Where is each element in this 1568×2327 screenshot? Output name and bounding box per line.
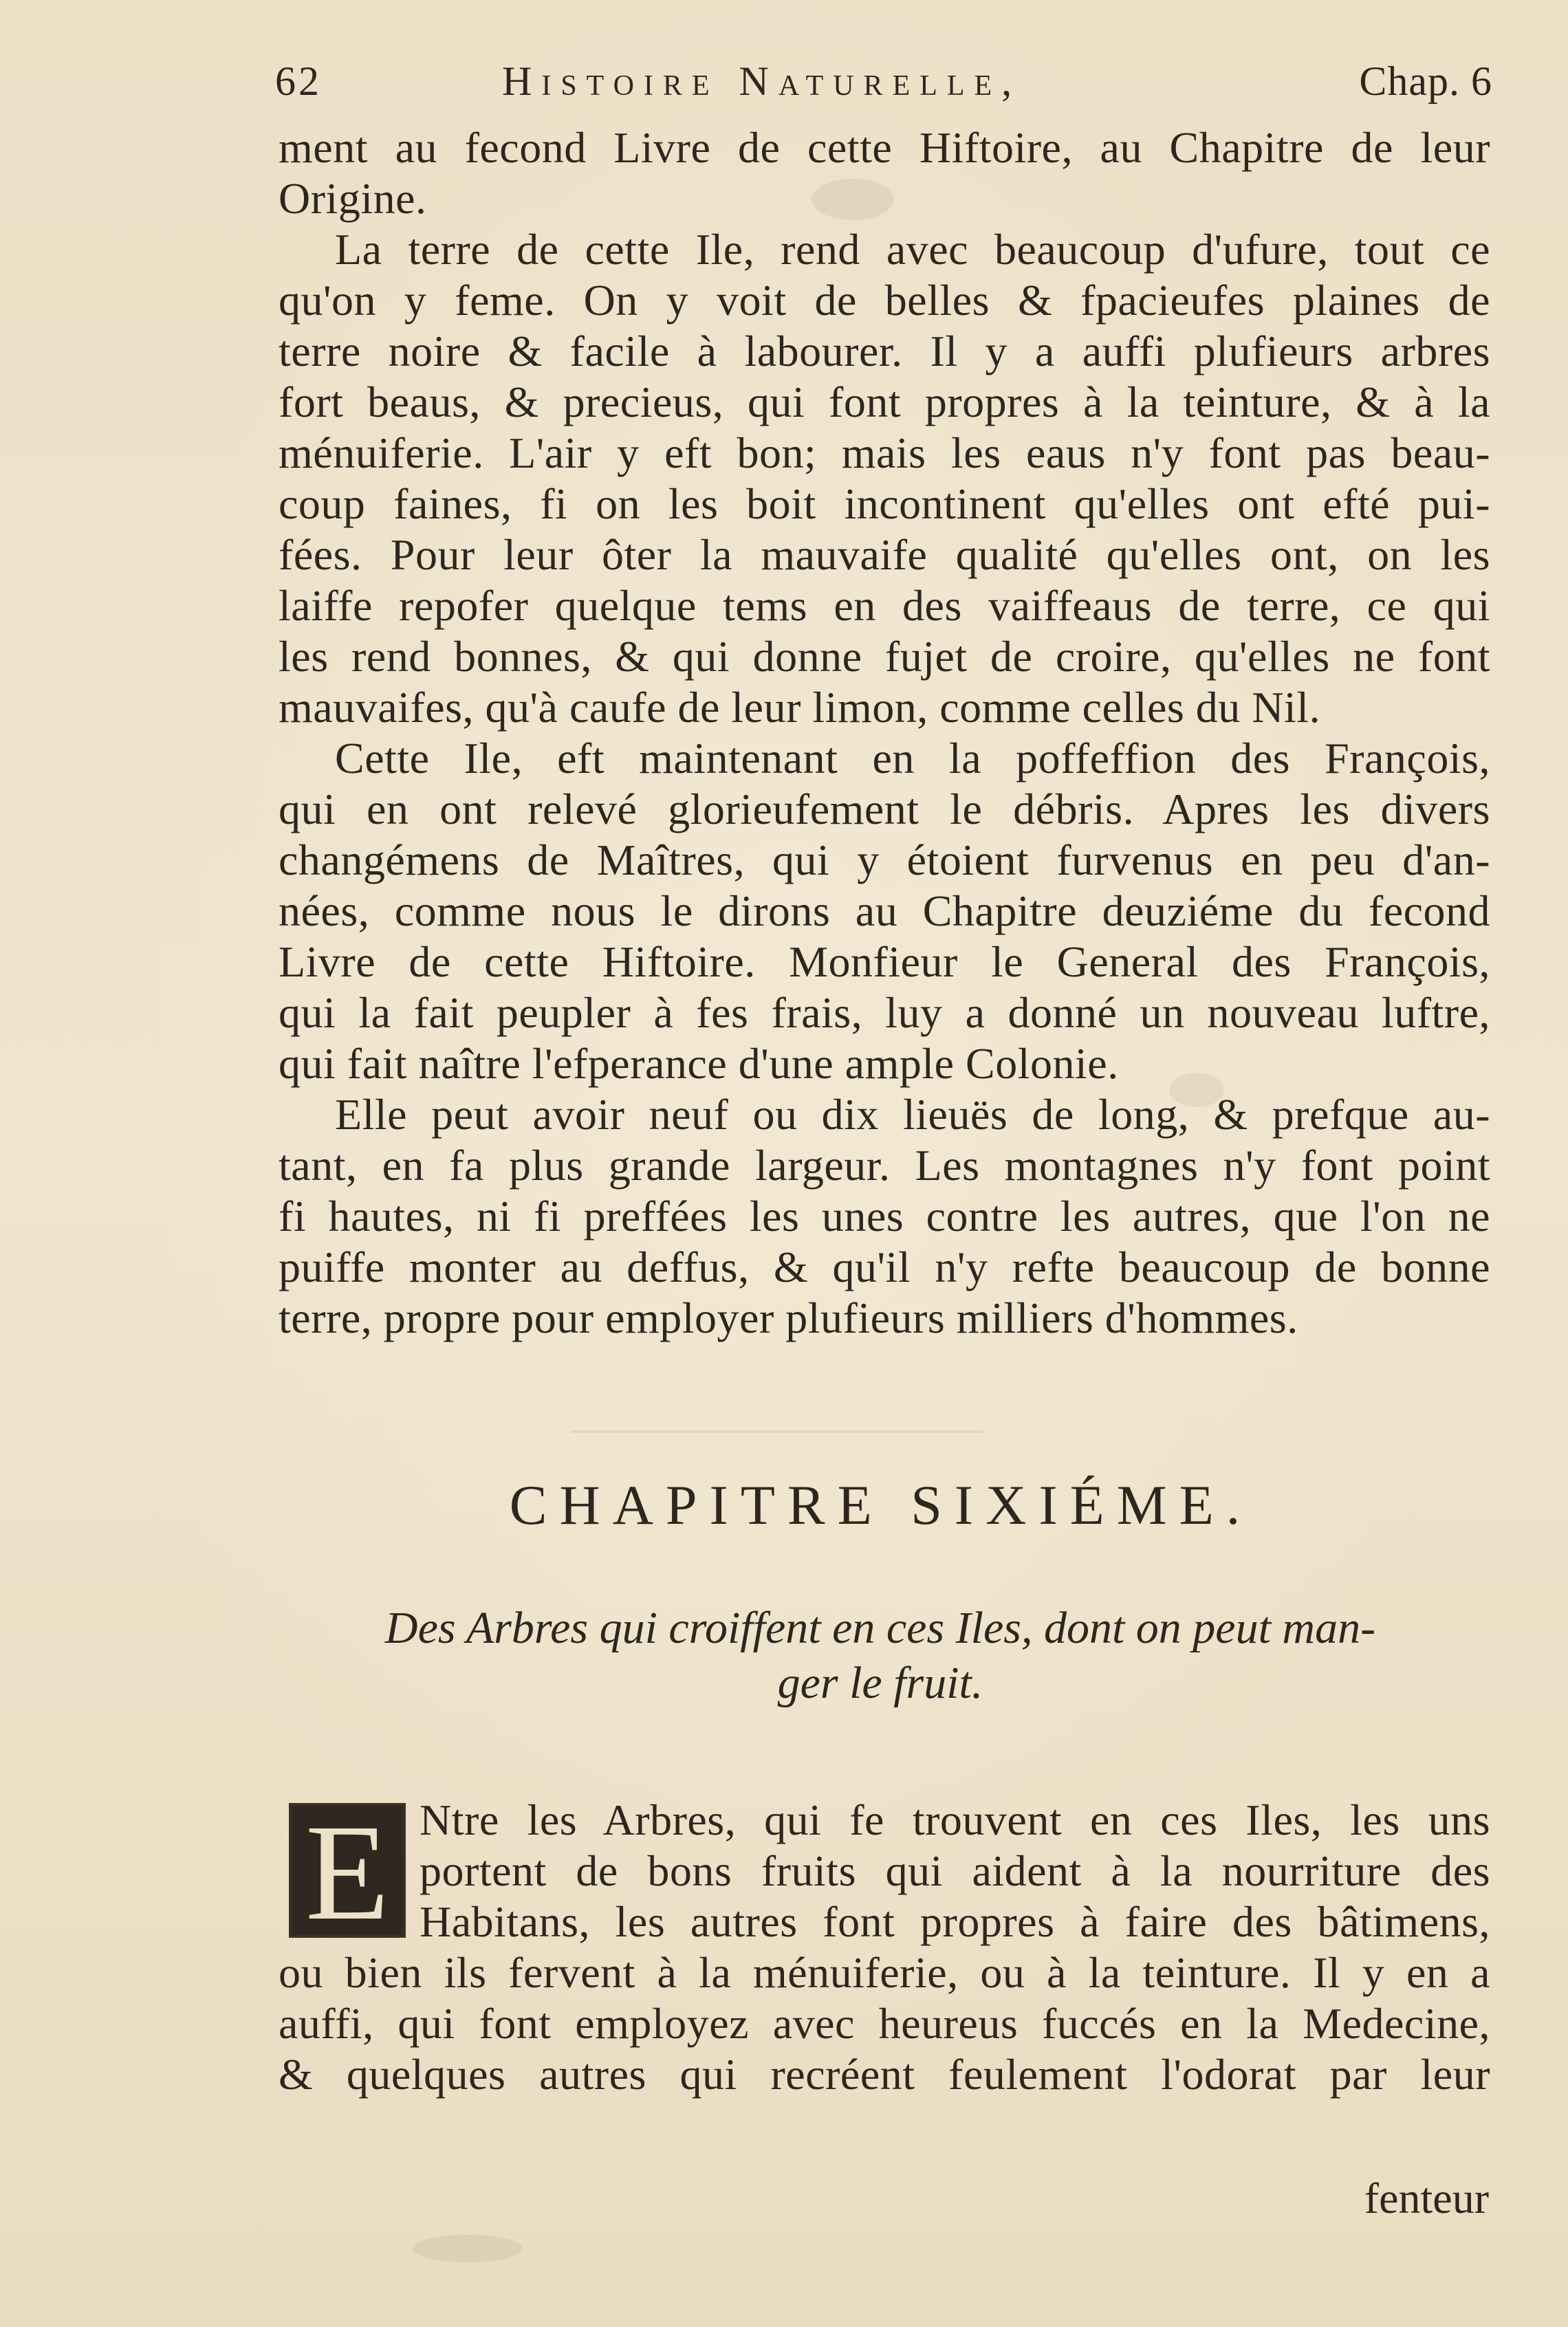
text-line: laiffe repofer quelque tems en des vaiffeaus de terre, ce qui <box>279 581 1490 630</box>
text-line: Ntre les Arbres, qui fe trouvent en ces Iles, les uns <box>420 1795 1490 1844</box>
text-line: ménuiferie. L'air y eft bon; mais les eaus n'y font pas beau- <box>279 428 1490 477</box>
drop-cap-initial: E <box>289 1803 406 1938</box>
text-line: ment au fecond Livre de cette Hiftoire, au Chapitre de leur <box>279 123 1490 172</box>
chapter-subtitle-line: Des Arbres qui croiffent en ces Iles, dont on peut man- <box>384 1603 1376 1653</box>
text-line: Livre de cette Hiftoire. Monfieur le General des François, <box>279 937 1490 986</box>
text-line: mauvaifes, qu'à caufe de leur limon, comme celles du Nil. <box>279 683 1321 732</box>
running-header <box>275 54 1492 116</box>
main-text <box>279 122 1490 1344</box>
text-line: changémens de Maîtres, qui y étoient furvenus en peu d'an- <box>279 835 1490 884</box>
bleed-through-shadow <box>571 1430 983 1433</box>
text-line: La terre de cette Ile, rend avec beaucoup d'ufure, tout ce <box>335 225 1490 274</box>
text-line: puiffe monter au deffus, & qu'il n'y refte beaucoup de bonne <box>279 1243 1490 1291</box>
text-line: qui fait naître l'efperance d'une ample Colonie. <box>279 1039 1119 1088</box>
text-line: coup faines, fi on les boit incontinent qu'elles ont efté pui- <box>279 479 1490 528</box>
text-line: terre noire & facile à labourer. Il y a auffi plufieurs arbres <box>279 327 1490 375</box>
text-line: auffi, qui font employez avec heureus fuccés en la Medecine, <box>279 1999 1490 2048</box>
paper-stain <box>413 2235 523 2262</box>
text-line: ou bien ils fervent à la ménuiferie, ou à la teinture. Il y en a <box>279 1948 1490 1997</box>
chapter-title: CHAPITRE SIXIÉME. <box>509 1474 1253 1536</box>
text-line: Origine. <box>279 174 427 223</box>
text-line: nées, comme nous le dirons au Chapitre deuziéme du fecond <box>279 886 1490 935</box>
text-line: fées. Pour leur ôter la mauvaife qualité qu'elles ont, on les <box>279 530 1490 579</box>
catchword: fenteur <box>1364 2174 1489 2222</box>
text-line: fort beaus, & precieus, qui font propres à la teinture, & à la <box>279 378 1490 426</box>
chapter-subtitle-line: ger le fruit. <box>777 1658 983 1708</box>
text-line: les rend bonnes, & qui donne fujet de croire, qu'elles ne font <box>279 632 1490 681</box>
text-line: fi hautes, ni fi preffées les unes contre les autres, que l'on ne <box>279 1192 1490 1241</box>
text-line: qu'on y feme. On y voit de belles & fpacieufes plaines de <box>279 276 1490 325</box>
text-line: terre, propre pour employer plufieurs milliers d'hommes. <box>279 1293 1298 1342</box>
chapter-body-text <box>279 1795 1490 2100</box>
text-line: Elle peut avoir neuf ou dix lieuës de long, & prefque au- <box>335 1090 1490 1139</box>
page-number: 62 <box>275 58 322 104</box>
text-line: qui en ont relevé glorieufement le débris. Apres les divers <box>279 785 1490 833</box>
text-line: tant, en fa plus grande largeur. Les montagnes n'y font point <box>279 1141 1490 1190</box>
text-line: & quelques autres qui recréent feulement l'odorat par leur <box>279 2050 1490 2099</box>
running-title: Histoire Naturelle, <box>502 58 1022 104</box>
text-line: Cette Ile, eft maintenant en la poffeffion des François, <box>335 734 1490 783</box>
text-line: qui la fait peupler à fes frais, luy a donné un nouveau luftre, <box>279 988 1490 1037</box>
text-line: Habitans, les autres font propres à faire des bâtimens, <box>420 1897 1490 1946</box>
text-line: portent de bons fruits qui aident à la nourriture des <box>420 1846 1490 1895</box>
chapter-reference: Chap. 6 <box>1359 58 1492 104</box>
chapter-subtitle <box>296 1601 1465 1711</box>
